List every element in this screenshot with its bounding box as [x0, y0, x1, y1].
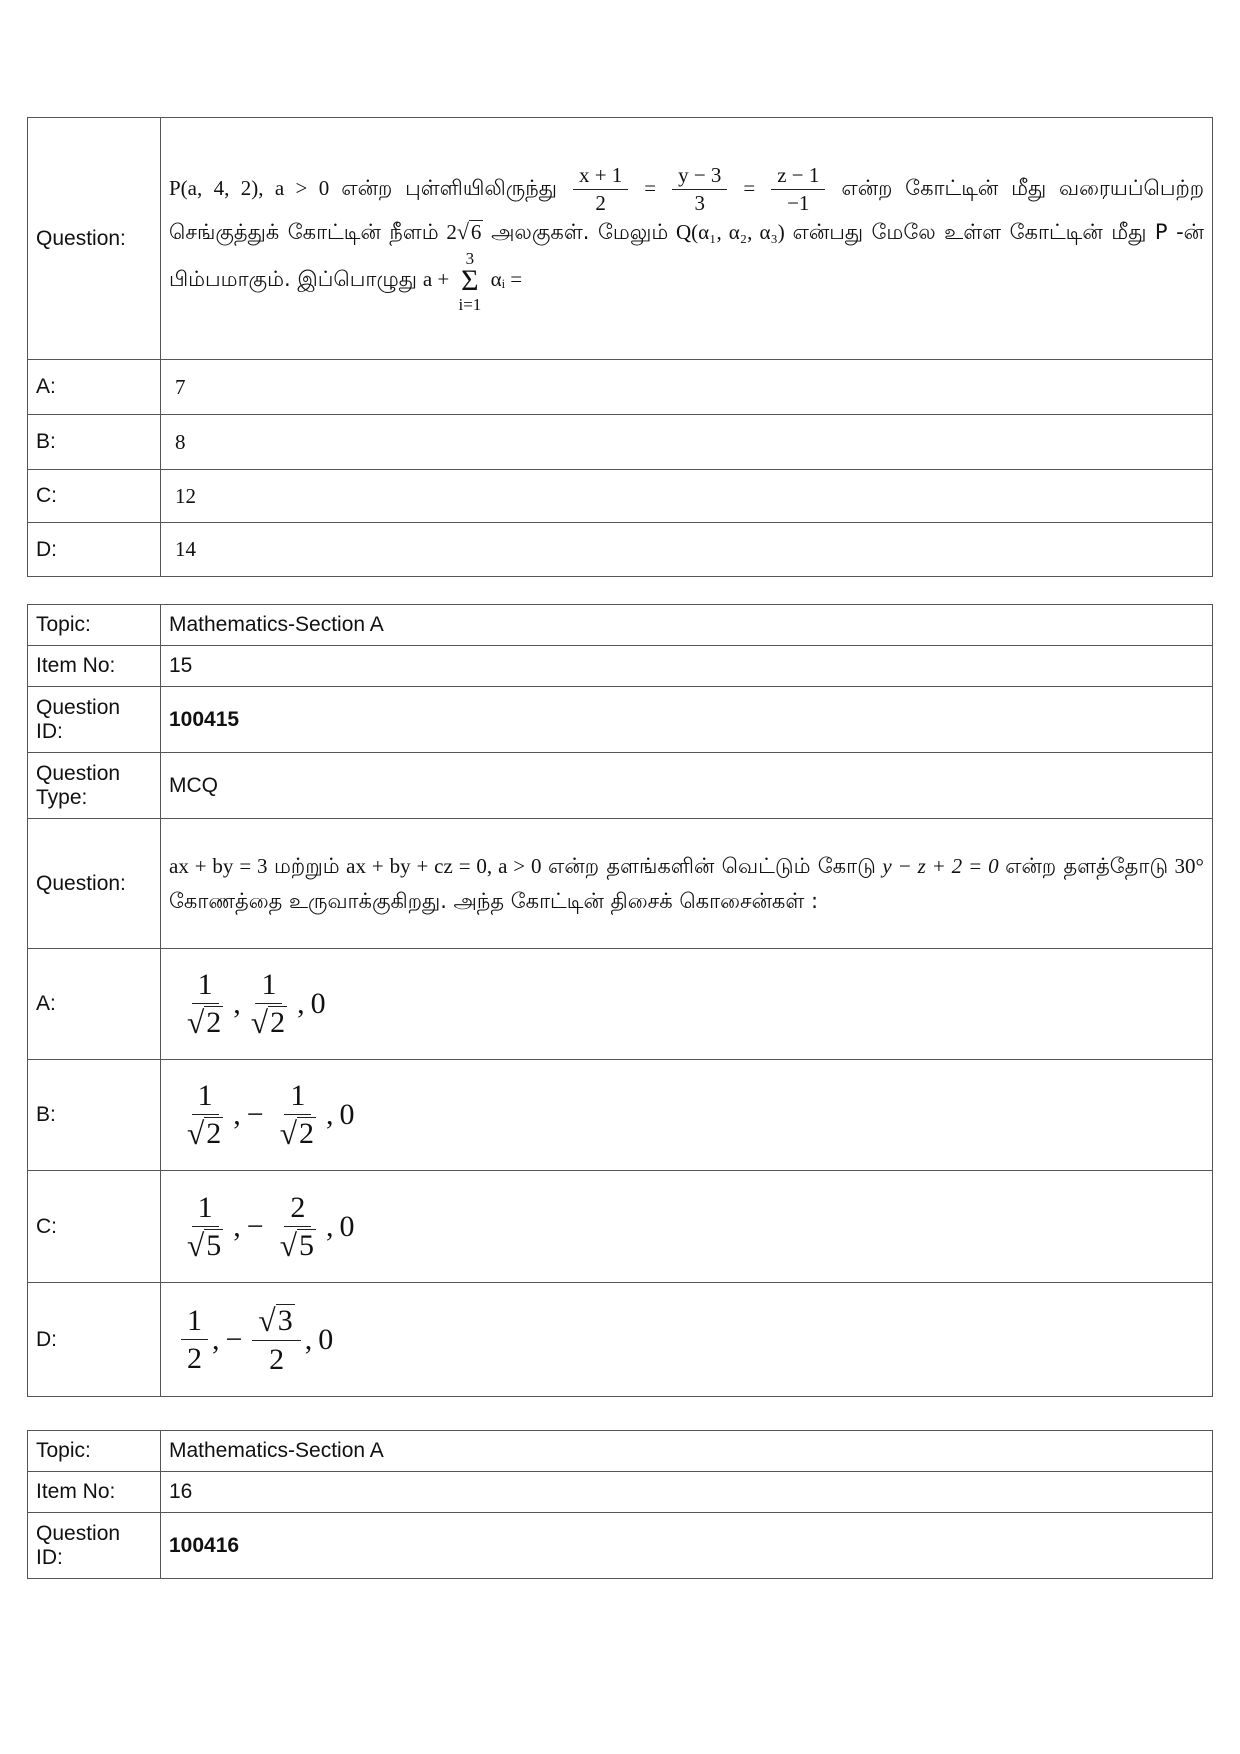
question-15-table: [27, 604, 1213, 1397]
question-id-value: 100415: [161, 687, 1213, 753]
option-c-label: C:: [28, 1171, 161, 1283]
question-16-table: [27, 1430, 1213, 1579]
item-no-value: 15: [161, 646, 1213, 687]
question-label: Question:: [28, 819, 161, 949]
point-q: Q(α₁, α₂, α₃): [675, 220, 785, 245]
option-d-value: 14: [161, 523, 1213, 577]
option-a-label: A:: [28, 949, 161, 1060]
option-b-label: B:: [28, 1060, 161, 1171]
option-d-value: $\frac{1}{2}$ , − √ 3 2 , 0: [161, 1283, 1213, 1397]
item-no-value: 16: [161, 1472, 1213, 1513]
line-fraction-z: $\frac{z - 1}{-1}$: [771, 164, 825, 215]
question-text-part: என்ற கோட்டின் மீது வரையப்பெற்ற செங்குத்துக் கோட்டின் நீளம்: [169, 176, 1205, 245]
question-type-label: Question Type:: [28, 753, 161, 819]
question-id-label: Question ID:: [28, 1513, 161, 1579]
question-text-part: என்பது மேலே உள்ள கோட்டின் மீது P -ன் பிம்பமாகும். இப்பொழுது: [169, 220, 1205, 292]
topic-label: Topic:: [28, 1431, 161, 1472]
option-d-label: D:: [28, 1283, 161, 1397]
question-label: Question:: [28, 118, 161, 360]
sum-expression: a + 3 Σ i=1 αᵢ =: [422, 249, 523, 314]
question-type-value: MCQ: [161, 753, 1213, 819]
topic-value: Mathematics-Section A: [161, 1431, 1213, 1472]
option-d-label: D:: [28, 523, 161, 577]
option-b-value: 1 √ 2 , − 1 √ 2 , 0: [161, 1060, 1213, 1171]
question-14-table: [27, 117, 1213, 577]
item-no-label: Item No:: [28, 1472, 161, 1513]
point-p: P(a, 4, 2), a > 0: [169, 176, 330, 201]
question-id-label: Question ID:: [28, 687, 161, 753]
option-a-label: A:: [28, 360, 161, 415]
option-c-label: C:: [28, 470, 161, 523]
line-fraction-y: $\frac{y - 3}{3}$: [672, 164, 727, 215]
question-text: ax + by = 3 மற்றும் ax + by + cz = 0, a > 0 என்ற தளங்களின் வெட்டும் கோடு y − z + 2 = 0 என்ற தளத்தோடு 30° கோணத்தை உருவாக்குகிறது. அந்த கோட்டின் திசைக் கொசைன்கள் :: [161, 819, 1213, 949]
item-no-label: Item No:: [28, 646, 161, 687]
option-a-value: 7: [161, 360, 1213, 415]
option-b-value: 8: [161, 415, 1213, 470]
option-c-value: 1 √ 5 , − 2 √ 5 , 0: [161, 1171, 1213, 1283]
option-a-value: 1 √ 2 , 1 √ 2 , 0: [161, 949, 1213, 1060]
question-text-part: என்ற புள்ளியிலிருந்து: [341, 176, 557, 201]
question-text-part: அலகுகள். மேலும்: [491, 220, 669, 245]
question-id-value: 100416: [161, 1513, 1213, 1579]
topic-label: Topic:: [28, 605, 161, 646]
length-value: 2 √ 6: [446, 219, 482, 245]
question-text: P(a, 4, 2), a > 0 என்ற புள்ளியிலிருந்து $\frac{x + 1}{2}$ = $\frac{y - 3}{3}$ = $\frac{z - 1}{-1}$ என்ற கோட்டின் மீது வரையப்பெற்ற செங்குத்துக் கோட்டின் நீளம் 2 √ 6 அலகுகள். மேலும் Q(α₁, α₂, α₃) என்பது மேலே உள்ள கோட்டின் மீது P -ன் பிம்பமாகும். இப்பொழுது a + 3 Σ i=1 αᵢ =: [161, 118, 1213, 360]
option-b-label: B:: [28, 415, 161, 470]
option-c-value: 12: [161, 470, 1213, 523]
line-fraction-x: $\frac{x + 1}{2}$: [573, 164, 628, 215]
topic-value: Mathematics-Section A: [161, 605, 1213, 646]
